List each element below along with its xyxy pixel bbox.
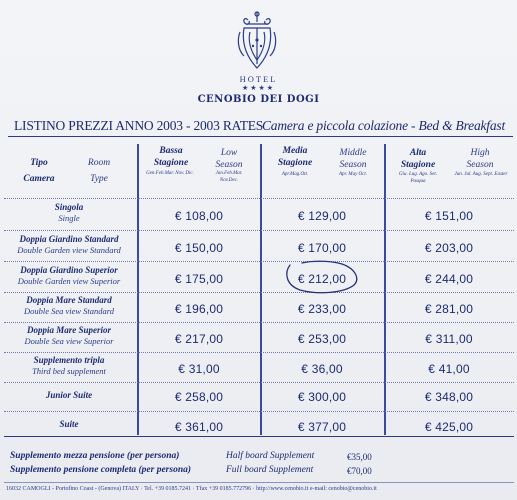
hotel-contact-footer: 16032 CAMOGLI - Portofino Coast - (Genova) ITALY · Tel. +39 0185.7241 · Tfax +39 0185.772796 · http://www.cenobio.it e-mail: cenobio@cenobio.it: [6, 486, 377, 492]
row-divider: [4, 382, 514, 383]
col-alta-stagione: Stagione: [400, 160, 436, 170]
hotel-word: HOTEL: [239, 74, 278, 84]
row-divider: [4, 352, 514, 353]
room-name-en: Double Garden view Standard: [17, 245, 121, 255]
row-divider: [4, 322, 514, 323]
supplement-en: Full board Supplement: [226, 465, 314, 475]
col-media-stagione: Stagione: [277, 158, 313, 168]
table-bottom-rule: [4, 436, 514, 437]
room-type: [4, 419, 134, 430]
star-rating: ★★★★: [241, 84, 276, 92]
col-bassa-months: Gen.Feb.Mar. Nov. Dic.: [146, 171, 194, 176]
room-name-en: Single: [58, 213, 80, 223]
col-high: High: [470, 148, 490, 158]
price-high: € 203,00: [424, 241, 474, 255]
board-type-title: Camera e piccola colazione - Bed & Breakfast: [261, 118, 505, 133]
supplement-en: Half board Supplement: [226, 451, 315, 461]
column-divider: [384, 144, 386, 435]
price-low: € 196,00: [174, 302, 224, 316]
price-mid: € 36,00: [301, 362, 343, 376]
col-low: Low: [220, 148, 238, 158]
row-divider: [4, 411, 514, 412]
row-divider: [4, 292, 514, 293]
price-low: € 217,00: [174, 332, 224, 346]
col-tipo: Tipo: [30, 158, 48, 168]
room-type: [4, 295, 134, 316]
col-media: Media: [282, 146, 308, 156]
price-high: € 151,00: [424, 209, 474, 223]
room-name-en: Third bed supplement: [32, 366, 106, 376]
row-divider: [4, 261, 514, 262]
supplement-it: Supplemento mezza pensione (per persona): [10, 451, 180, 461]
col-alta: Alta: [409, 148, 427, 158]
price-mid: € 170,00: [297, 241, 347, 255]
price-low: € 361,00: [174, 420, 224, 434]
room-type: [4, 390, 134, 401]
room-name-it: Doppia Mare Standard: [26, 295, 112, 305]
handwritten-circle-annotation: [282, 259, 362, 295]
price-high: € 348,00: [424, 390, 474, 404]
price-mid: € 253,00: [297, 332, 347, 346]
room-type: [4, 325, 134, 346]
title-rule: [8, 136, 513, 137]
footer-rule: [4, 482, 514, 483]
room-name-en: Double Sea view Standard: [23, 306, 115, 316]
price-low: € 108,00: [174, 209, 224, 223]
col-bassa: Bassa: [159, 146, 183, 156]
room-name-it: Singola: [54, 202, 84, 212]
column-divider: [260, 144, 262, 435]
price-high: € 41,00: [428, 362, 470, 376]
price-low: € 31,00: [178, 362, 220, 376]
col-type: Type: [90, 174, 108, 184]
price-mid: € 377,00: [297, 420, 347, 434]
price-mid: € 233,00: [297, 302, 347, 316]
room-type: [4, 265, 134, 286]
price-high: € 311,00: [425, 332, 473, 346]
col-alta-months: Giu. Lug. Ago. Set. Pasqua: [398, 172, 438, 184]
price-high: € 281,00: [424, 302, 474, 316]
col-media-months: Apr.Mag.Ott.: [281, 172, 309, 177]
room-name-en: Double Garden view Superior: [17, 276, 121, 286]
rates-title: LISTINO PREZZI ANNO 2003 - 2003 RATES: [14, 118, 264, 133]
col-middle-months: Apr. May Oct.: [338, 172, 368, 177]
hotel-name: CENOBIO DEI DOGI: [197, 94, 320, 105]
price-low: € 150,00: [174, 241, 224, 255]
room-name-it: Doppia Giardino Standard: [19, 234, 119, 244]
supplement-it: Supplemento pensione completa (per persona): [10, 465, 192, 475]
room-name-it: Suite: [59, 419, 79, 429]
room-type: [4, 355, 134, 376]
col-camera: Camera: [23, 174, 55, 184]
column-divider: [137, 144, 139, 435]
row-divider: [4, 198, 514, 199]
room-name-it: Doppia Giardino Superior: [20, 265, 118, 275]
fleur-crest-icon: [234, 10, 280, 72]
col-middle: Middle: [339, 148, 367, 158]
price-low: € 258,00: [174, 390, 224, 404]
col-high-months: Jun. Jul. Aug. Sept. Easter: [454, 172, 508, 177]
row-divider: [4, 230, 514, 231]
price-table: [4, 144, 514, 435]
room-name-it: Supplemento tripla: [33, 355, 105, 365]
price-high: € 425,00: [424, 420, 474, 434]
room-type: [4, 202, 134, 223]
col-low-season: Season: [215, 160, 243, 170]
room-name-it: Doppia Mare Superior: [26, 325, 111, 335]
col-low-months: Jan.Feb.Mar. Nov.Dec.: [215, 171, 243, 183]
col-room: Room: [87, 158, 111, 168]
room-name-it: Junior Suite: [45, 390, 93, 400]
price-mid: € 300,00: [297, 390, 347, 404]
col-bassa-stagione: Stagione: [153, 158, 189, 168]
room-name-en: Double Sea view Superior: [24, 336, 114, 346]
price-mid: € 212,00: [297, 272, 347, 286]
room-type: [4, 234, 134, 255]
price-low: € 175,00: [174, 272, 224, 286]
supplement-price: €70,00: [347, 466, 372, 476]
col-high-season: Season: [466, 160, 494, 170]
price-mid: € 129,00: [297, 209, 347, 223]
col-middle-season: Season: [339, 160, 367, 170]
supplement-price: €35,00: [347, 452, 372, 462]
price-high: € 244,00: [424, 272, 474, 286]
